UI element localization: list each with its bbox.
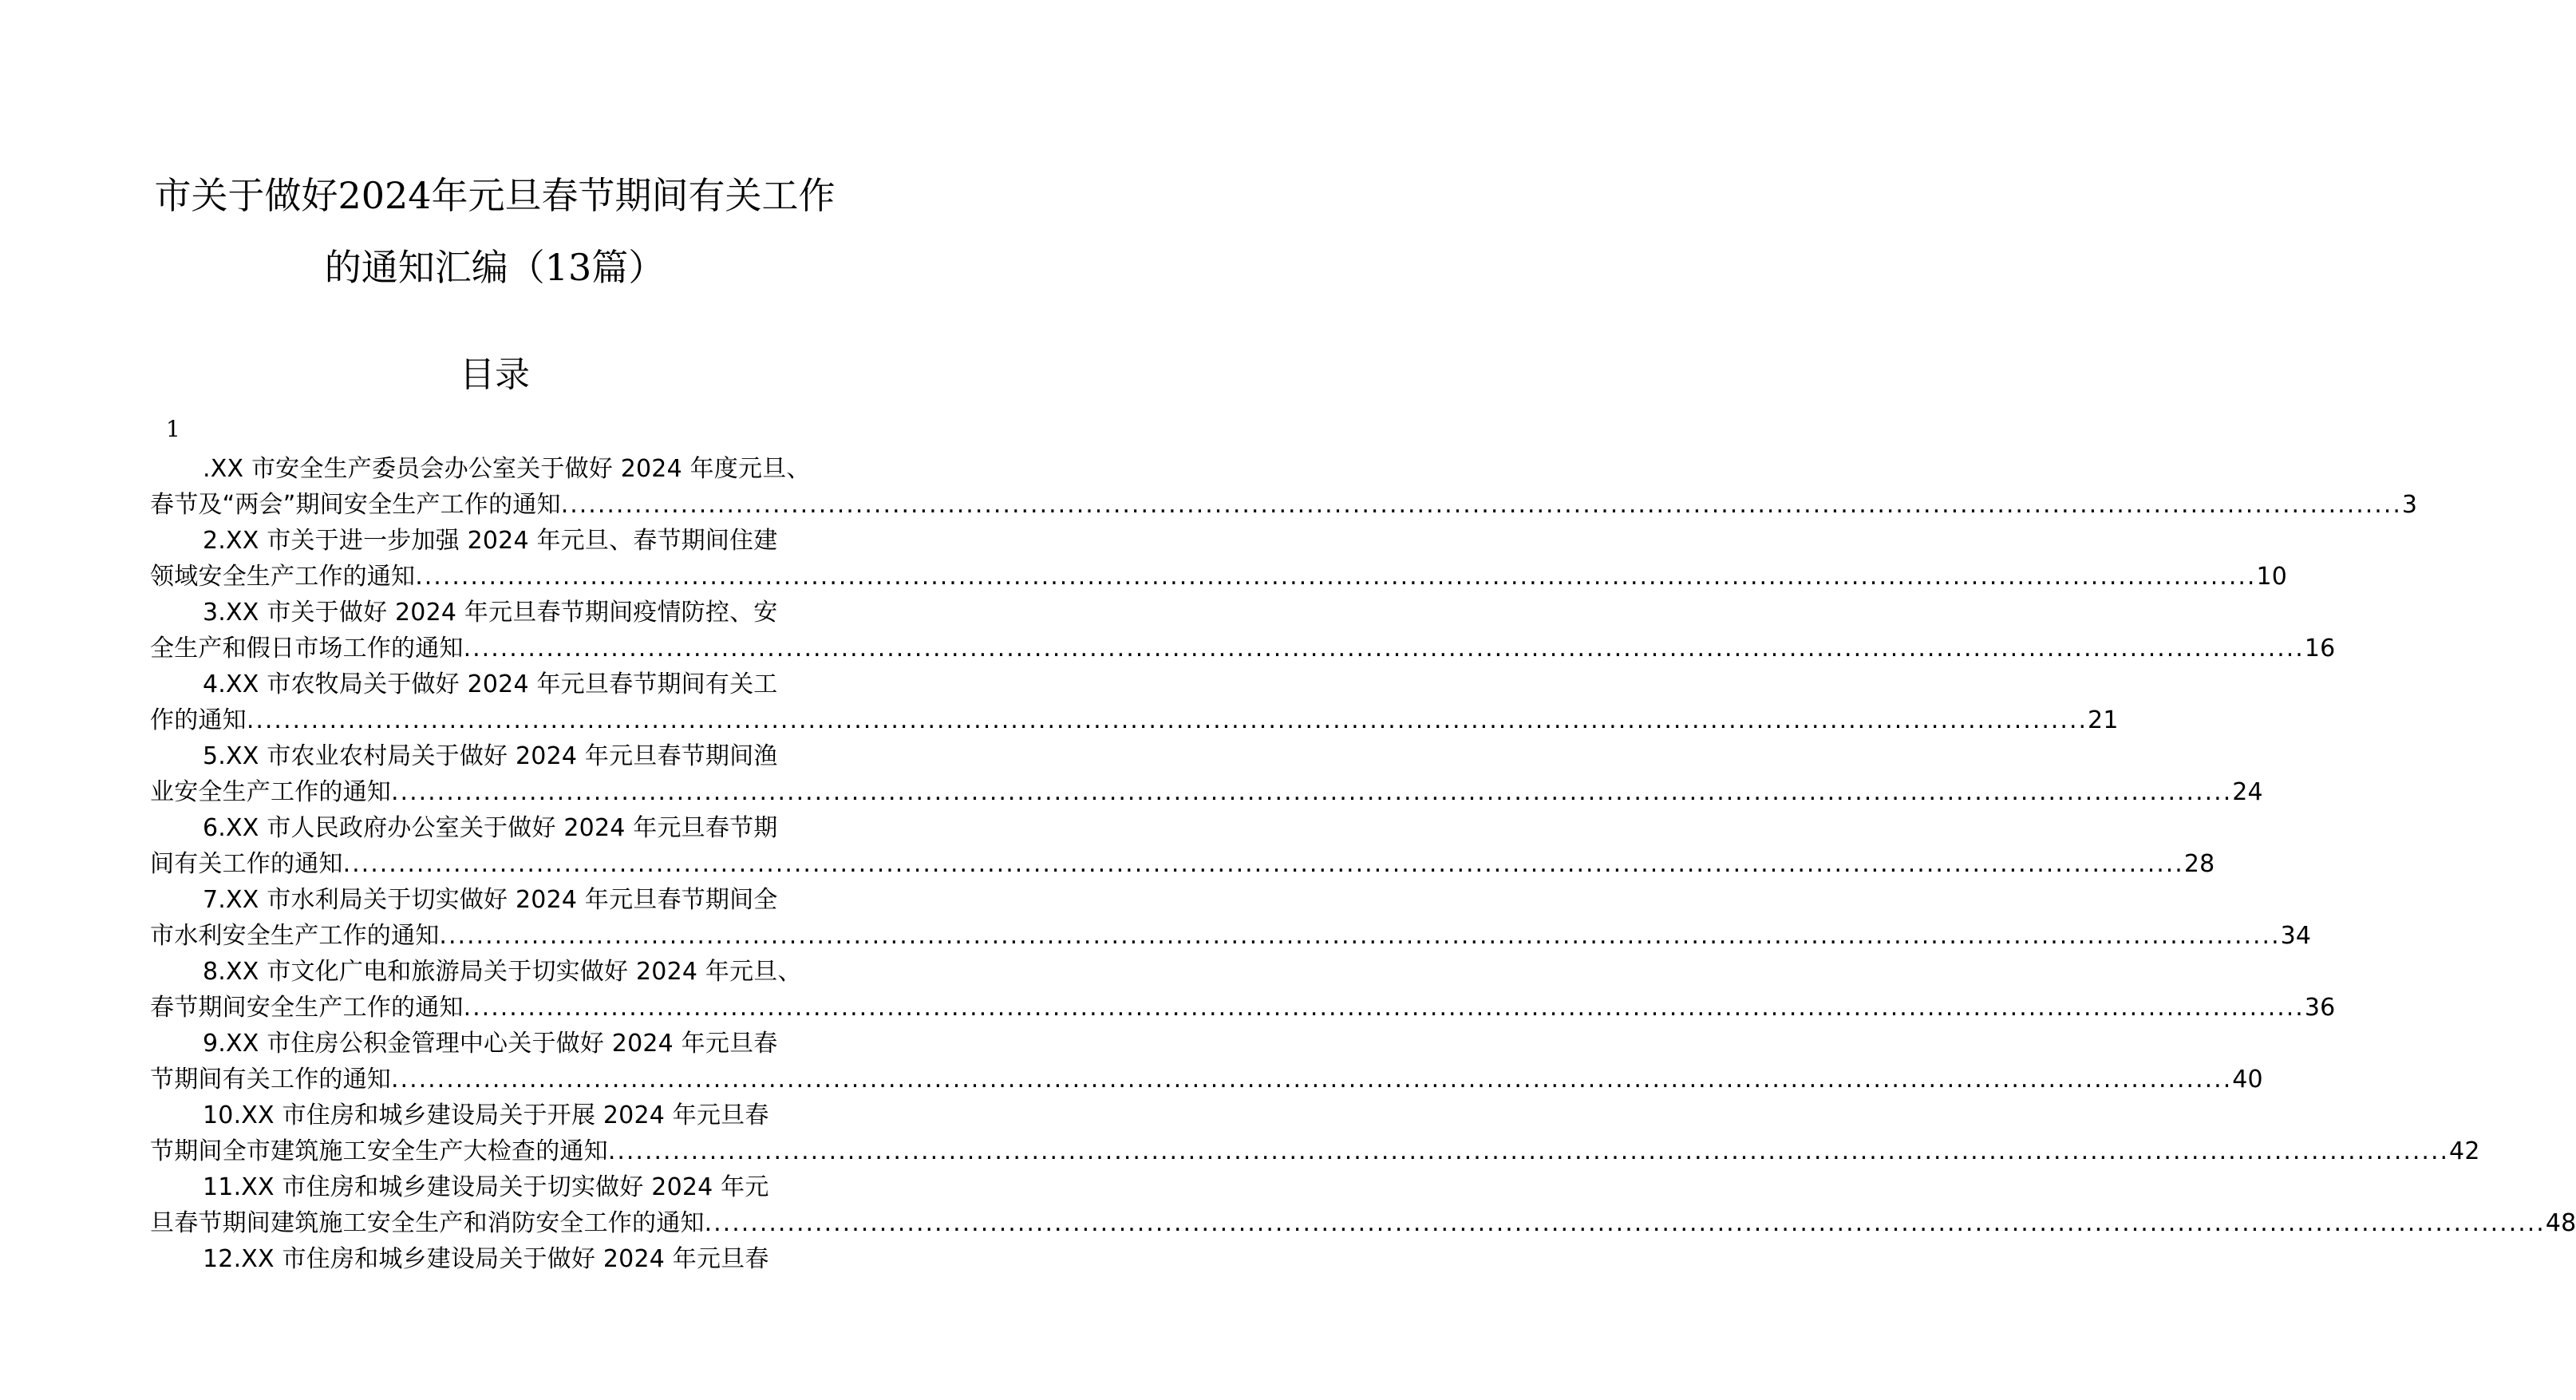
toc-entry-title-line-1: 2.XX 市关于进一步加强 2024 年元旦、春节期间住建	[203, 527, 778, 555]
toc-entry-title-line-1: 3.XX 市关于做好 2024 年元旦春节期间疫情防控、安	[203, 599, 778, 627]
title-line-1-suffix: 年元旦春节期间有关工作	[431, 174, 836, 217]
toc-entry[interactable]	[150, 738, 2263, 810]
toc-entry[interactable]	[150, 1026, 2263, 1097]
toc-dot-leader: ........................................................................................................................................................................................................	[607, 1137, 2450, 1165]
toc-entry-title-line-1: 12.XX 市住房和城乡建设局关于做好 2024 年元旦春	[203, 1245, 769, 1273]
toc-entry-title-line-2	[150, 631, 2336, 666]
toc-dot-leader: ........................................................................................................................................................................................................	[391, 778, 2233, 806]
toc-entry-title-line-1: 8.XX 市文化广电和旅游局关于切实做好 2024 年元旦、	[203, 958, 802, 986]
toc-entry-title-line-2	[150, 1062, 2263, 1097]
toc-page-number: 21	[2088, 706, 2119, 734]
toc-entry-title-continuation: 节期间全市建筑施工安全生产大检查的通知	[150, 1137, 608, 1165]
toc-entry-title-continuation: 春节及“两会”期间安全生产工作的通知	[150, 491, 561, 519]
toc-entry-title-continuation: 春节期间安全生产工作的通知	[150, 994, 464, 1022]
toc-dot-leader: ........................................................................................................................................................................................................	[704, 1209, 2546, 1237]
title-line-1-prefix: 市关于做好	[154, 174, 338, 217]
toc-entry-title-line-2	[150, 990, 2336, 1026]
toc-page-number: 10	[2256, 563, 2288, 591]
toc-entry-title-line-2	[150, 1133, 2480, 1169]
toc-dot-leader: ........................................................................................................................................................................................................	[439, 922, 2281, 950]
toc-dot-leader: ........................................................................................................................................................................................................	[415, 563, 2257, 591]
toc-heading: 目录	[460, 354, 530, 395]
toc-entry-title-line-1: 10.XX 市住房和城乡建设局关于开展 2024 年元旦春	[203, 1101, 769, 1129]
toc-dot-leader: ........................................................................................................................................................................................................	[463, 635, 2305, 662]
toc-entry[interactable]	[150, 954, 2336, 1026]
toc-entry[interactable]	[150, 810, 2215, 882]
toc-entry-title-continuation: 全生产和假日市场工作的通知	[150, 635, 464, 662]
toc-entry-title-continuation: 市水利安全生产工作的通知	[150, 922, 440, 950]
toc-entry-title-continuation: 领域安全生产工作的通知	[150, 563, 416, 591]
toc-entry-title-line-1: 9.XX 市住房公积金管理中心关于做好 2024 年元旦春	[203, 1030, 778, 1058]
toc-dot-leader: ........................................................................................................................................................................................................	[463, 994, 2305, 1022]
toc-entry-title-line-2	[150, 1205, 2576, 1241]
toc-entry-title-line-1: 5.XX 市农业农村局关于做好 2024 年元旦春节期间渔	[203, 742, 778, 770]
toc-page-number: 48	[2545, 1209, 2576, 1237]
toc-entry[interactable]	[150, 1241, 840, 1277]
toc-entry-title-continuation: 节期间有关工作的通知	[150, 1066, 391, 1094]
toc-page-number: 16	[2304, 635, 2336, 662]
toc-dot-leader: ........................................................................................................................................................................................................	[560, 491, 2402, 519]
toc-entry-title-line-2	[150, 846, 2215, 882]
toc-entry-title-continuation: 间有关工作的通知	[150, 850, 343, 878]
toc-entry-title-line-1: 11.XX 市住房和城乡建设局关于切实做好 2024 年元	[203, 1173, 769, 1201]
toc-page-number: 24	[2232, 778, 2263, 806]
toc-first-label: 1	[166, 416, 180, 442]
toc-entry[interactable]	[150, 451, 2418, 523]
title-line-2-suffix: 篇）	[591, 246, 666, 289]
toc-entry-title-line-1: 6.XX 市人民政府办公室关于做好 2024 年元旦春节期	[203, 814, 778, 842]
toc-entry-title-line-1: 7.XX 市水利局关于切实做好 2024 年元旦春节期间全	[203, 886, 778, 914]
toc-page-number: 28	[2183, 850, 2215, 878]
toc-entry-title-line-2	[150, 774, 2263, 810]
toc-page-number: 34	[2280, 922, 2312, 950]
toc-entry[interactable]	[150, 595, 2336, 666]
toc-entry-title-continuation: 旦春节期间建筑施工安全生产和消防安全工作的通知	[150, 1209, 705, 1237]
toc-entry-title-line-1: .XX 市安全生产委员会办公室关于做好 2024 年度元旦、	[203, 455, 811, 483]
toc-dot-leader: ........................................................................................................................................................................................................	[391, 1066, 2233, 1094]
document-title-line-1	[120, 174, 870, 217]
title-year: 2024	[338, 174, 432, 217]
toc-entry-title-continuation: 作的通知	[150, 706, 247, 734]
toc-entry-title-line-2	[150, 487, 2418, 523]
toc-list	[150, 451, 2576, 1277]
toc-entry[interactable]	[150, 1169, 2576, 1241]
toc-page-number: 36	[2304, 994, 2336, 1022]
toc-entry[interactable]	[150, 1097, 2480, 1169]
title-line-2-prefix: 的通知汇编（	[324, 246, 545, 289]
toc-dot-leader: ........................................................................................................................................................................................................	[342, 850, 2184, 878]
toc-page-number: 40	[2232, 1066, 2263, 1094]
toc-entry[interactable]	[150, 666, 2119, 738]
document-title-line-2	[120, 246, 870, 289]
toc-entry-title-line-2	[150, 702, 2119, 738]
toc-entry-title-line-2	[150, 918, 2312, 954]
toc-page-number: 3	[2401, 491, 2418, 519]
title-count: 13	[544, 246, 592, 289]
toc-page-number: 42	[2449, 1137, 2480, 1165]
toc-entry[interactable]	[150, 882, 2312, 954]
toc-entry-title-line-1: 4.XX 市农牧局关于做好 2024 年元旦春节期间有关工	[203, 670, 778, 698]
toc-entry-title-line-2	[150, 559, 2288, 595]
toc-dot-leader: ........................................................................................................................................................................................................	[246, 706, 2088, 734]
toc-entry-title-continuation: 业安全生产工作的通知	[150, 778, 391, 806]
toc-entry[interactable]	[150, 523, 2288, 595]
